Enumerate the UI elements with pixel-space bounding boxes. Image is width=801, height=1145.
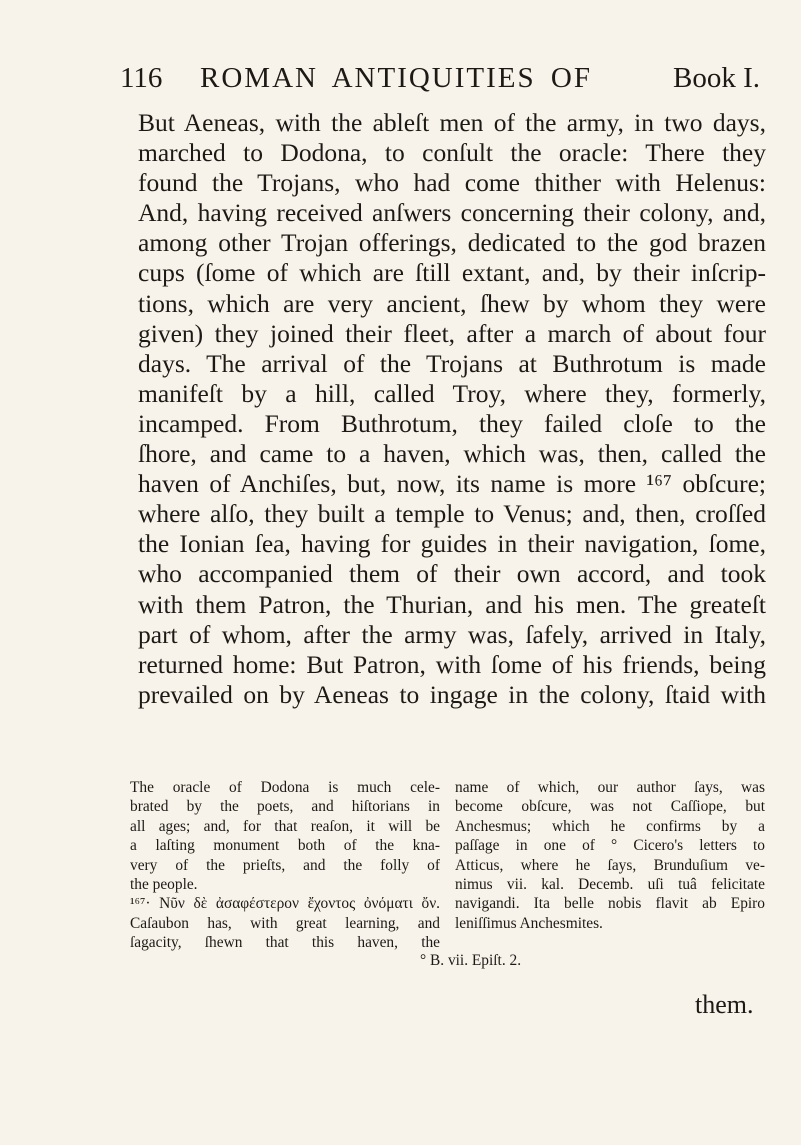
text-line: cups (ſome of which are ſtill extant, and, by their inſcrip-: [138, 258, 766, 288]
catchword: them.: [695, 990, 754, 1019]
text-line: manifeſt by a hill, called Troy, where they, formerly,: [138, 378, 766, 408]
text-line: days. The arrival of the Trojans at Buthrotum is made: [138, 348, 766, 378]
text-line: returned home: But Patron, with ſome of his friends, being: [138, 649, 766, 679]
footnote-left-column: [130, 778, 440, 953]
text-line: the Ionian ſea, having for guides in their navigation, ſome,: [138, 529, 766, 559]
citation-note: ° B. vii. Epiſt. 2.: [420, 952, 522, 969]
footnote-line: become obſcure, was not Caſſiope, but: [455, 798, 765, 816]
text-line: And, having received anſwers concerning their colony, and,: [138, 198, 766, 228]
text-line: given) they joined their fleet, after a march of about four: [138, 318, 766, 348]
text-line: where alſo, they built a temple to Venus; and, then, croſſed: [138, 499, 766, 529]
text-line: among other Trojan offerings, dedicated to the god brazen: [138, 228, 766, 258]
footnote-line: all ages; and, for that reaſon, it will be: [130, 817, 440, 835]
running-title: ROMAN ANTIQUITIES OF: [200, 62, 592, 94]
book-label: Book I.: [673, 62, 760, 94]
footnote-greek-line: ¹⁶⁷· Νῦν δὲ ἀσαφέστερον ἔχοντος ὀνόματι ὄν.: [130, 895, 440, 913]
text-line: who accompanied them of their own accord, and took: [138, 559, 766, 589]
footnote-line: Caſaubon has, with great learning, and: [130, 914, 440, 932]
text-line: prevailed on by Aeneas to ingage in the colony, ſtaid with: [138, 679, 766, 709]
footnote-line: nimus vii. kal. Decemb. uſi tuâ felicitate: [455, 876, 765, 894]
main-text: [138, 108, 766, 710]
text-line: haven of Anchiſes, but, now, its name is more ¹⁶⁷ obſcure;: [138, 469, 766, 499]
text-line: with them Patron, the Thurian, and his men. The greateſt: [138, 589, 766, 619]
footnote-line: the people.: [130, 876, 198, 894]
running-header: [120, 62, 760, 102]
page-number: 116: [120, 62, 163, 94]
footnote-line: ſagacity, ſhewn that this haven, the: [130, 934, 440, 952]
footnote-line: navigandi. Ita belle nobis flavit ab Epiro: [455, 895, 765, 913]
footnote-line: The oracle of Dodona is much cele-: [130, 779, 440, 796]
footnote-line: paſſage in one of ° Cicero's letters to: [455, 837, 765, 855]
text-line: But Aeneas, with the ableſt men of the army, in two days,: [138, 108, 766, 137]
footnote-line: very of the prieſts, and the folly of: [130, 856, 440, 874]
footnote-right-column: [455, 778, 765, 933]
footnote-line: a laſting monument both of the kna-: [130, 837, 440, 855]
footnote-line: brated by the poets, and hiſtorians in: [130, 798, 440, 816]
footnote-line: Atticus, where he ſays, Brunduſium ve-: [455, 856, 765, 874]
text-line: tions, which are very ancient, ſhew by whom they were: [138, 288, 766, 318]
text-line: part of whom, after the army was, ſafely, arrived in Italy,: [138, 619, 766, 649]
text-line: marched to Dodona, to conſult the oracle: There they: [138, 138, 766, 168]
footnote-line: Anchesmus; which he confirms by a: [455, 817, 765, 835]
text-line: found the Trojans, who had come thither with Helenus:: [138, 168, 766, 198]
footnote-line: name of which, our author ſays, was: [455, 779, 765, 796]
text-line: incamped. From Buthrotum, they failed cloſe to the: [138, 408, 766, 438]
footnote-line: leniſſimus Anchesmites.: [455, 914, 603, 932]
text-line: ſhore, and came to a haven, which was, then, called the: [138, 439, 766, 469]
